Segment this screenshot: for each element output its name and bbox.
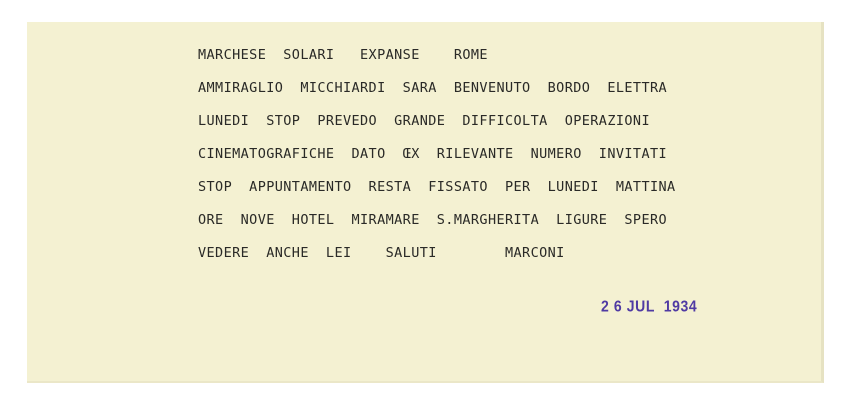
telegram-text-line: CINEMATOGRAFICHE DATO ŒX RILEVANTE NUMERO INVITATI <box>198 146 668 162</box>
telegram-text-line: STOP APPUNTAMENTO RESTA FISSATO PER LUNEDI MATTINA <box>198 179 676 195</box>
telegram-text-line: ORE NOVE HOTEL MIRAMARE S.MARGHERITA LIGURE SPERO <box>198 212 668 228</box>
telegram-sheet <box>27 22 824 383</box>
date-stamp: 2 6 JUL 1934 <box>601 297 698 315</box>
telegram-signature-line: VEDERE ANCHE LEI SALUTI MARCONI <box>198 245 565 261</box>
telegram-text-line: AMMIRAGLIO MICCHIARDI SARA BENVENUTO BORDO ELETTRA <box>198 80 668 96</box>
telegram-text-line: LUNEDI STOP PREVEDO GRANDE DIFFICOLTA OPERAZIONI <box>198 113 650 129</box>
telegram-address-line: MARCHESE SOLARI EXPANSE ROME <box>198 47 488 63</box>
